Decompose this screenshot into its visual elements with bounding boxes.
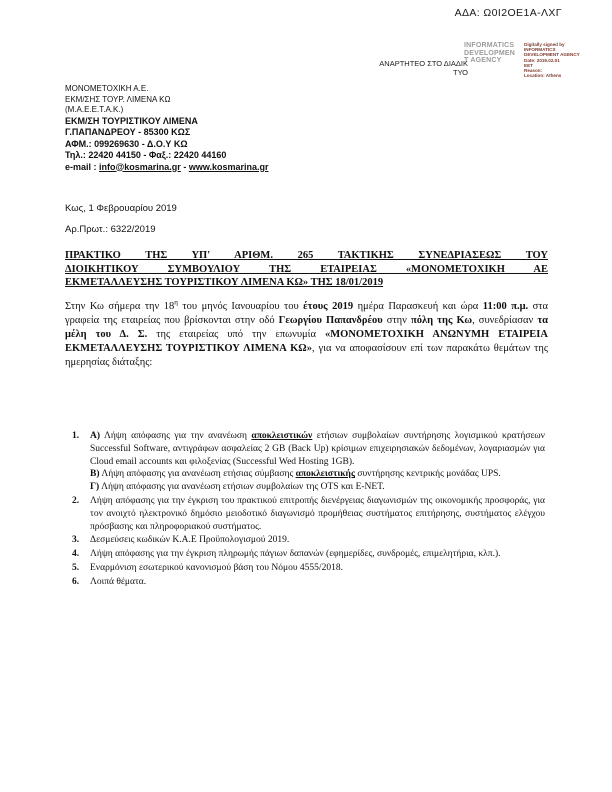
company-phone-fax: Τηλ.: 22420 44150 - Φαξ.: 22420 44160 [65,150,227,160]
digital-signature-agency-stamp [464,42,526,65]
agenda-item-text: Α) Λήψη απόφασης για την ανανέωση αποκλειστικών ετήσιων συμβολαίων συντήρησης λογισμικού κρατήσεων Successful Software, αντιγράφων ασφαλείας 2 GB (Back Up) κρίσιμων επιχειρησιακών δεδομένων, λογαριασμών για Cloud email accounts και φιλοξενίας (Successful Wed Hosting 1GB). Β) Λήψη απόφασης για ανανέωση ετήσιας σύμβασης αποκλειστικής συντήρησης κεντρικής μονάδας UPS. Γ) Λήψη απόφασης για ανανέωση ετήσιων συμβολαίων της OTS και E-NET. [90,431,545,493]
document-title [65,249,548,290]
company-contact-line [65,162,269,174]
protocol-number: Αρ.Πρωτ.: 6322/2019 [65,224,156,235]
company-address: Γ.ΠΑΠΑΝΔΡΕΟΥ - 85300 ΚΩΣ [65,127,191,137]
agenda-item-1 [72,430,545,494]
digital-signature-details [524,42,586,78]
signature-line: INFORMATICS [524,47,556,53]
agenda-item-number: 5. [72,562,80,573]
agenda-item-text: Εναρμόνιση εσωτερικού κανονισμού βάση του Νόμου 4555/2018. [90,562,343,573]
company-activity: ΕΚΜ/ΣΗ ΤΟΥΡΙΣΤΙΚΟΥ ΛΙΜΕΝΑ [65,115,198,126]
anartiteo-line: ΤΥΟ [453,67,468,77]
signature-line: Reason: [524,68,543,74]
agenda-item-5 [72,562,545,575]
place-and-date: Κως, 1 Φεβρουαρίου 2019 [65,203,177,214]
email-label: e-mail : [65,161,100,172]
stamp-agency-line: DEVELOPMEN [464,49,516,57]
agenda-item-number: 6. [72,576,80,587]
agenda-list [72,430,545,590]
agenda-item-6 [72,576,545,589]
stamp-agency-line: T AGENCY [464,57,502,65]
agenda-item-text: Λήψη απόφασης για την έγκριση πληρωμής πάγιων δαπανών (εφημερίδες, συνδρομές, επιμελητήρια, κλπ.). [90,549,501,560]
agenda-item-text: Λοιπά θέματα. [90,576,147,587]
company-subtitle: ΕΚΜ/ΣΗΣ ΤΟΥΡ. ΛΙΜΕΝΑ ΚΩ [65,94,171,104]
intro-paragraph: Στην Κω σήμερα την $18^\eta$ του μηνός Ιανουαρίου του έτους 2019 ημέρα Παρασκευή και ώρα 11:00 π.μ. στα γραφεία της εταιρείας που βρίσκονται στην οδό Γεωργίου Παπανδρέου στην πόλη της Κω, συνεδρίασαν τα μέλη του Δ. Σ. της εταιρείας υπό την επωνυμία «ΜΟΝΟΜΕΤΟΧΙΚΗ ΑΝΩΝΥΜΗ ΕΤΑΙΡΕΙΑ ΕΚΜΕΤΑΛΛΕΥΣΗΣ ΤΟΥΡΙΣΤΙΚΟΥ ΛΙΜΕΝΑ ΚΩ», για να αποφασίσουν επί των παρακάτω θεμάτων της ημερησίας διάταξης: [65,298,549,368]
email-link[interactable]: info@kosmarina.gr [99,161,181,172]
signature-line: Location: Athens [524,73,562,79]
agenda-item-4 [72,548,545,561]
title-line: ΠΡΑΚΤΙΚΟ ΤΗΣ ΥΠ' ΑΡΙΘΜ. 265 ΤΑΚΤΙΚΗΣ ΣΥΝΕΔΡΙΑΣΕΩΣ ΤΟΥ [65,250,548,261]
agenda-item-text: Δεσμεύσεις κωδικών Κ.Α.Ε Προϋπολογισμού 2019. [90,535,290,546]
agenda-item-text: Λήψη απόφασης για την έγκριση του πρακτικού επιτροπής διενέργειας διαγωνισμών της οικονομικής προσφοράς, για τον ανοιχτό ηλεκτρονικό δημόσιο μειοδοτικό διαγωνισμό προμήθειας συστήματος επιτήρησης, συστήματος ελέγχου πρόσβασης και πληροφοριακού συστήματος. [90,495,545,532]
company-abbreviation: (Μ.Α.Ε.Ε.Τ.Α.Κ.) [65,105,124,114]
signature-line: Date: 2019.02.01 [524,57,560,63]
signature-line: Digitally signed by [524,42,565,47]
anartiteo-line: ΑΝΑΡΤΗΤΕΟ ΣΤΟ ΔΙΑΔΙΚ [379,59,468,68]
signature-line: DEVELOPMENT AGENCY [524,52,580,58]
company-tax-info: ΑΦΜ.: 099269630 - Δ.Ο.Υ ΚΩ [65,138,188,149]
agenda-item-number: 1. [72,431,80,441]
agenda-item-2 [72,495,545,533]
agenda-item-3 [72,534,545,547]
contact-separator: - [180,161,189,172]
agenda-item-number: 3. [72,535,80,546]
agenda-item-number: 2. [72,495,80,506]
company-name: ΜΟΝΟΜΕΤΟΧΙΚΗ Α.Ε. [65,84,149,93]
website-link[interactable]: www.kosmarina.gr [188,161,269,172]
anartiteo-label [350,60,468,77]
company-letterhead [65,84,269,173]
agenda-item-number: 4. [72,549,80,560]
title-line: ΕΚΜΕΤΑΛΛΕΥΣΗΣ ΤΟΥΡΙΣΤΙΚΟΥ ΛΙΜΕΝΑ ΚΩ» ΤΗΣ 18/01/2019 [65,277,384,288]
signature-line: EET [524,62,533,68]
ada-number: ΑΔΑ: Ω0Ι2ΟΕ1Α-ΛΧΓ [454,7,562,19]
stamp-agency-line: INFORMATICS [464,42,515,49]
title-line: ΔΙΟΙΚΗΤΙΚΟΥ ΣΥΜΒΟΥΛΙΟΥ ΤΗΣ ΕΤΑΙΡΕΙΑΣ «ΜΟΝΟΜΕΤΟΧΙΚΗ ΑΕ [65,263,548,275]
